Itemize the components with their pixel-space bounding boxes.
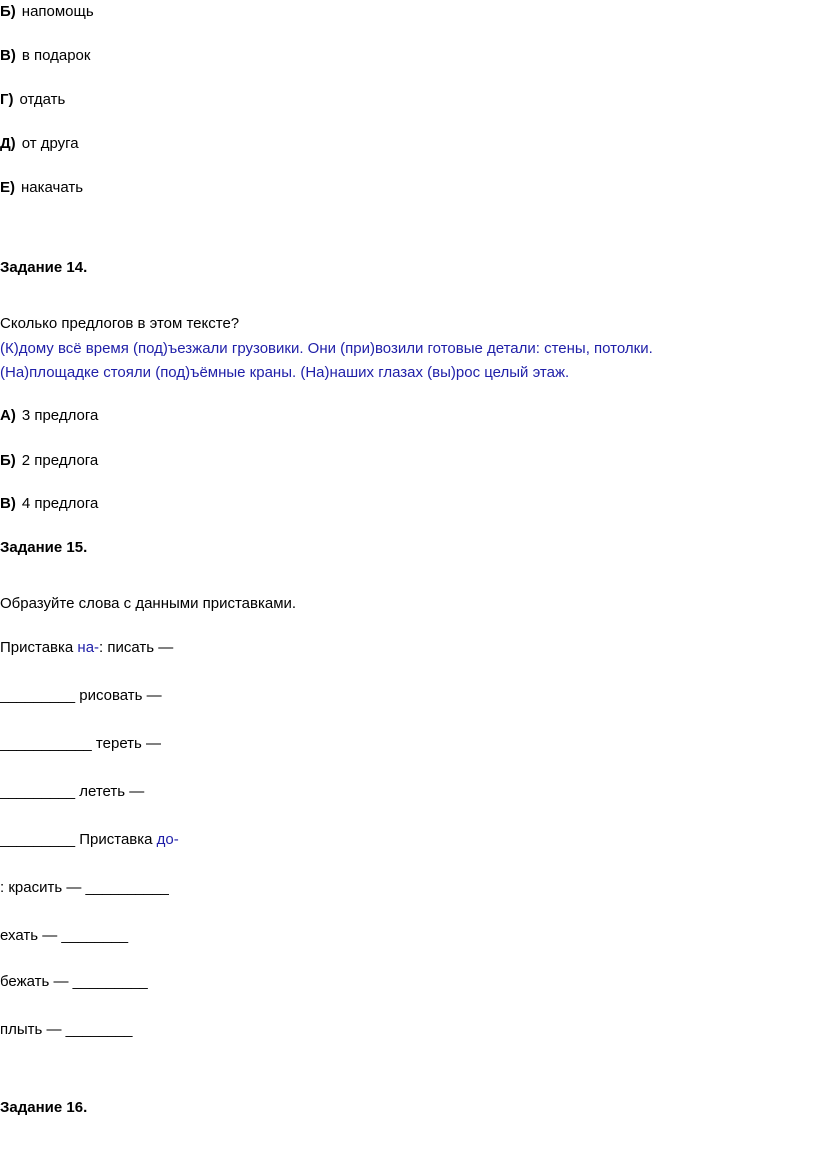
option-letter: Б) [0,452,16,469]
prefix-do: до- [156,831,179,848]
option-d-prev [0,134,79,154]
option-letter: В) [0,495,16,512]
task15-row-ehat: ехать — ________ [0,927,129,944]
task15-row-letet: _________ лететь — [0,783,145,800]
task15-row-risovat: _________ рисовать — [0,687,162,704]
option-letter: Е) [0,179,15,196]
task14-question: Сколько предлогов в этом тексте? [0,315,240,332]
prefix-rest: : писать — [99,639,174,656]
option-text: от друга [21,135,79,152]
task15-prefix-do-line [0,830,179,850]
task14-option-a [0,406,98,426]
task15-row-teret: ___________ тереть — [0,735,162,752]
task15-row-krasit: : красить — __________ [0,879,169,896]
option-text: отдать [19,91,66,108]
option-text: 2 предлога [21,452,99,469]
option-v-prev [0,46,90,66]
option-b-prev [0,2,94,22]
task15-prefix-na-line [0,638,173,658]
task15-row-plyt: плыть — ________ [0,1021,133,1038]
task14-text-line1: (К)дому всё время (под)ъезжали грузовики. Они (при)возили готовые детали: стены, потолки. [0,340,653,357]
task14-title: Задание 14. [0,259,88,276]
option-text: 3 предлога [21,407,99,424]
blank-and-label: _________ Приставка [0,831,157,848]
option-e-prev [0,178,83,198]
option-g-prev [0,90,65,110]
task14-text-line2: (На)площадке стояли (под)ъёмные краны. (На)наших глазах (вы)рос целый этаж. [0,364,570,381]
prefix-na: на- [77,639,100,656]
option-letter: Б) [0,3,16,20]
option-letter: А) [0,407,16,424]
task14-option-b [0,451,98,471]
option-letter: Г) [0,91,14,108]
prefix-label: Приставка [0,639,78,656]
option-letter: Д) [0,135,16,152]
option-text: в подарок [21,47,91,64]
task15-instruction: Образуйте слова с данными приставками. [0,595,297,612]
option-text: 4 предлога [21,495,99,512]
option-text: накачать [21,179,84,196]
task15-title: Задание 15. [0,539,88,556]
task16-title: Задание 16. [0,1099,88,1116]
option-text: напомощь [21,3,94,20]
option-letter: В) [0,47,16,64]
task15-row-bezhat: бежать — _________ [0,973,148,990]
task14-option-v [0,494,98,514]
